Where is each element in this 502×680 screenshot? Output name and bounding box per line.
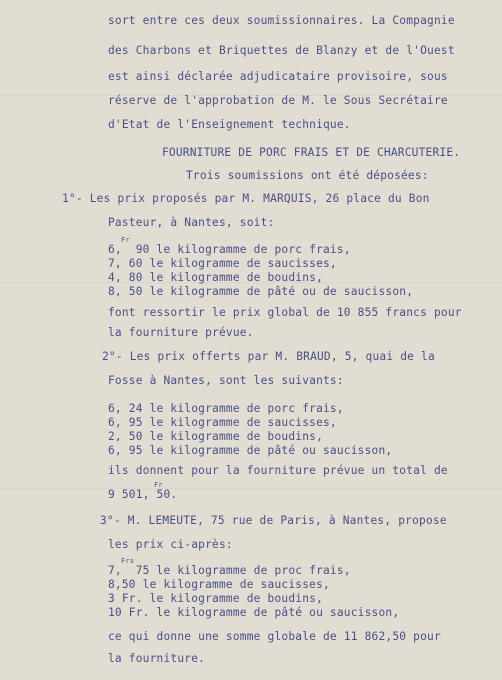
price-line: 6, 24 le kilogramme de porc frais,: [108, 402, 344, 415]
text-line: la fourniture.: [108, 652, 206, 665]
text-line: 9 501, 50.: [108, 488, 178, 501]
price-line: 8,50 le kilogramme de saucisses,: [108, 578, 330, 591]
price-line: 6, 95 le kilogramme de saucisses,: [108, 416, 337, 429]
currency-superscript: Fr: [154, 481, 163, 489]
section-title: FOURNITURE DE PORC FRAIS ET DE CHARCUTERIE.: [162, 146, 461, 159]
text-line: les prix ci-après:: [108, 538, 233, 551]
text-line: réserve de l'approbation de M. le Sous Secrétaire: [108, 94, 448, 107]
price-line: 2, 50 le kilogramme de boudins,: [108, 430, 323, 443]
text-line: sort entre ces deux soumissionnaires. La Compagnie: [108, 14, 455, 27]
text-line: d'Etat de l'Enseignement technique.: [108, 118, 351, 131]
price-line: 6, 90 le kilogramme de porc frais,: [108, 243, 351, 256]
currency-superscript: Frs: [121, 557, 135, 565]
text-line: ce qui donne une somme globale de 11 862,50 pour: [108, 630, 441, 643]
text-line: Pasteur, à Nantes, soit:: [108, 216, 275, 229]
text-line: Fosse à Nantes, sont les suivants:: [108, 374, 344, 387]
price-line: 3 Fr. le kilogramme de boudins,: [108, 592, 323, 605]
text-line: des Charbons et Briquettes de Blanzy et de l'Ouest: [108, 44, 455, 57]
text-line: ils donnent pour la fourniture prévue un total de: [108, 464, 448, 477]
price-line: 4, 80 le kilogramme de boudins,: [108, 271, 323, 284]
text-line: Trois soumissions ont été déposées:: [186, 169, 429, 182]
text-line: est ainsi déclarée adjudicataire provisoire, sous: [108, 70, 448, 83]
price-line: 7, 60 le kilogramme de saucisses,: [108, 257, 337, 270]
text-line: font ressortir le prix global de 10 855 francs pour: [108, 306, 462, 319]
price-line: 7, 75 le kilogramme de proc frais,: [108, 564, 351, 577]
price-line: 6, 95 le kilogramme de pâté ou saucisson,: [108, 444, 393, 457]
price-line: 8, 50 le kilogramme de pâté ou de saucisson,: [108, 285, 414, 298]
text-line: 3°- M. LEMEUTE, 75 rue de Paris, à Nantes, propose: [100, 514, 447, 527]
text-line: 1°- Les prix proposés par M. MARQUIS, 26 place du Bon: [62, 192, 430, 205]
currency-superscript: Fr: [121, 236, 130, 244]
text-line: la fourniture prévue.: [108, 326, 254, 339]
price-line: 10 Fr. le kilogramme de pâté ou saucisson,: [108, 606, 400, 619]
text-line: 2°- Les prix offerts par M. BRAUD, 5, quai de la: [102, 350, 435, 363]
